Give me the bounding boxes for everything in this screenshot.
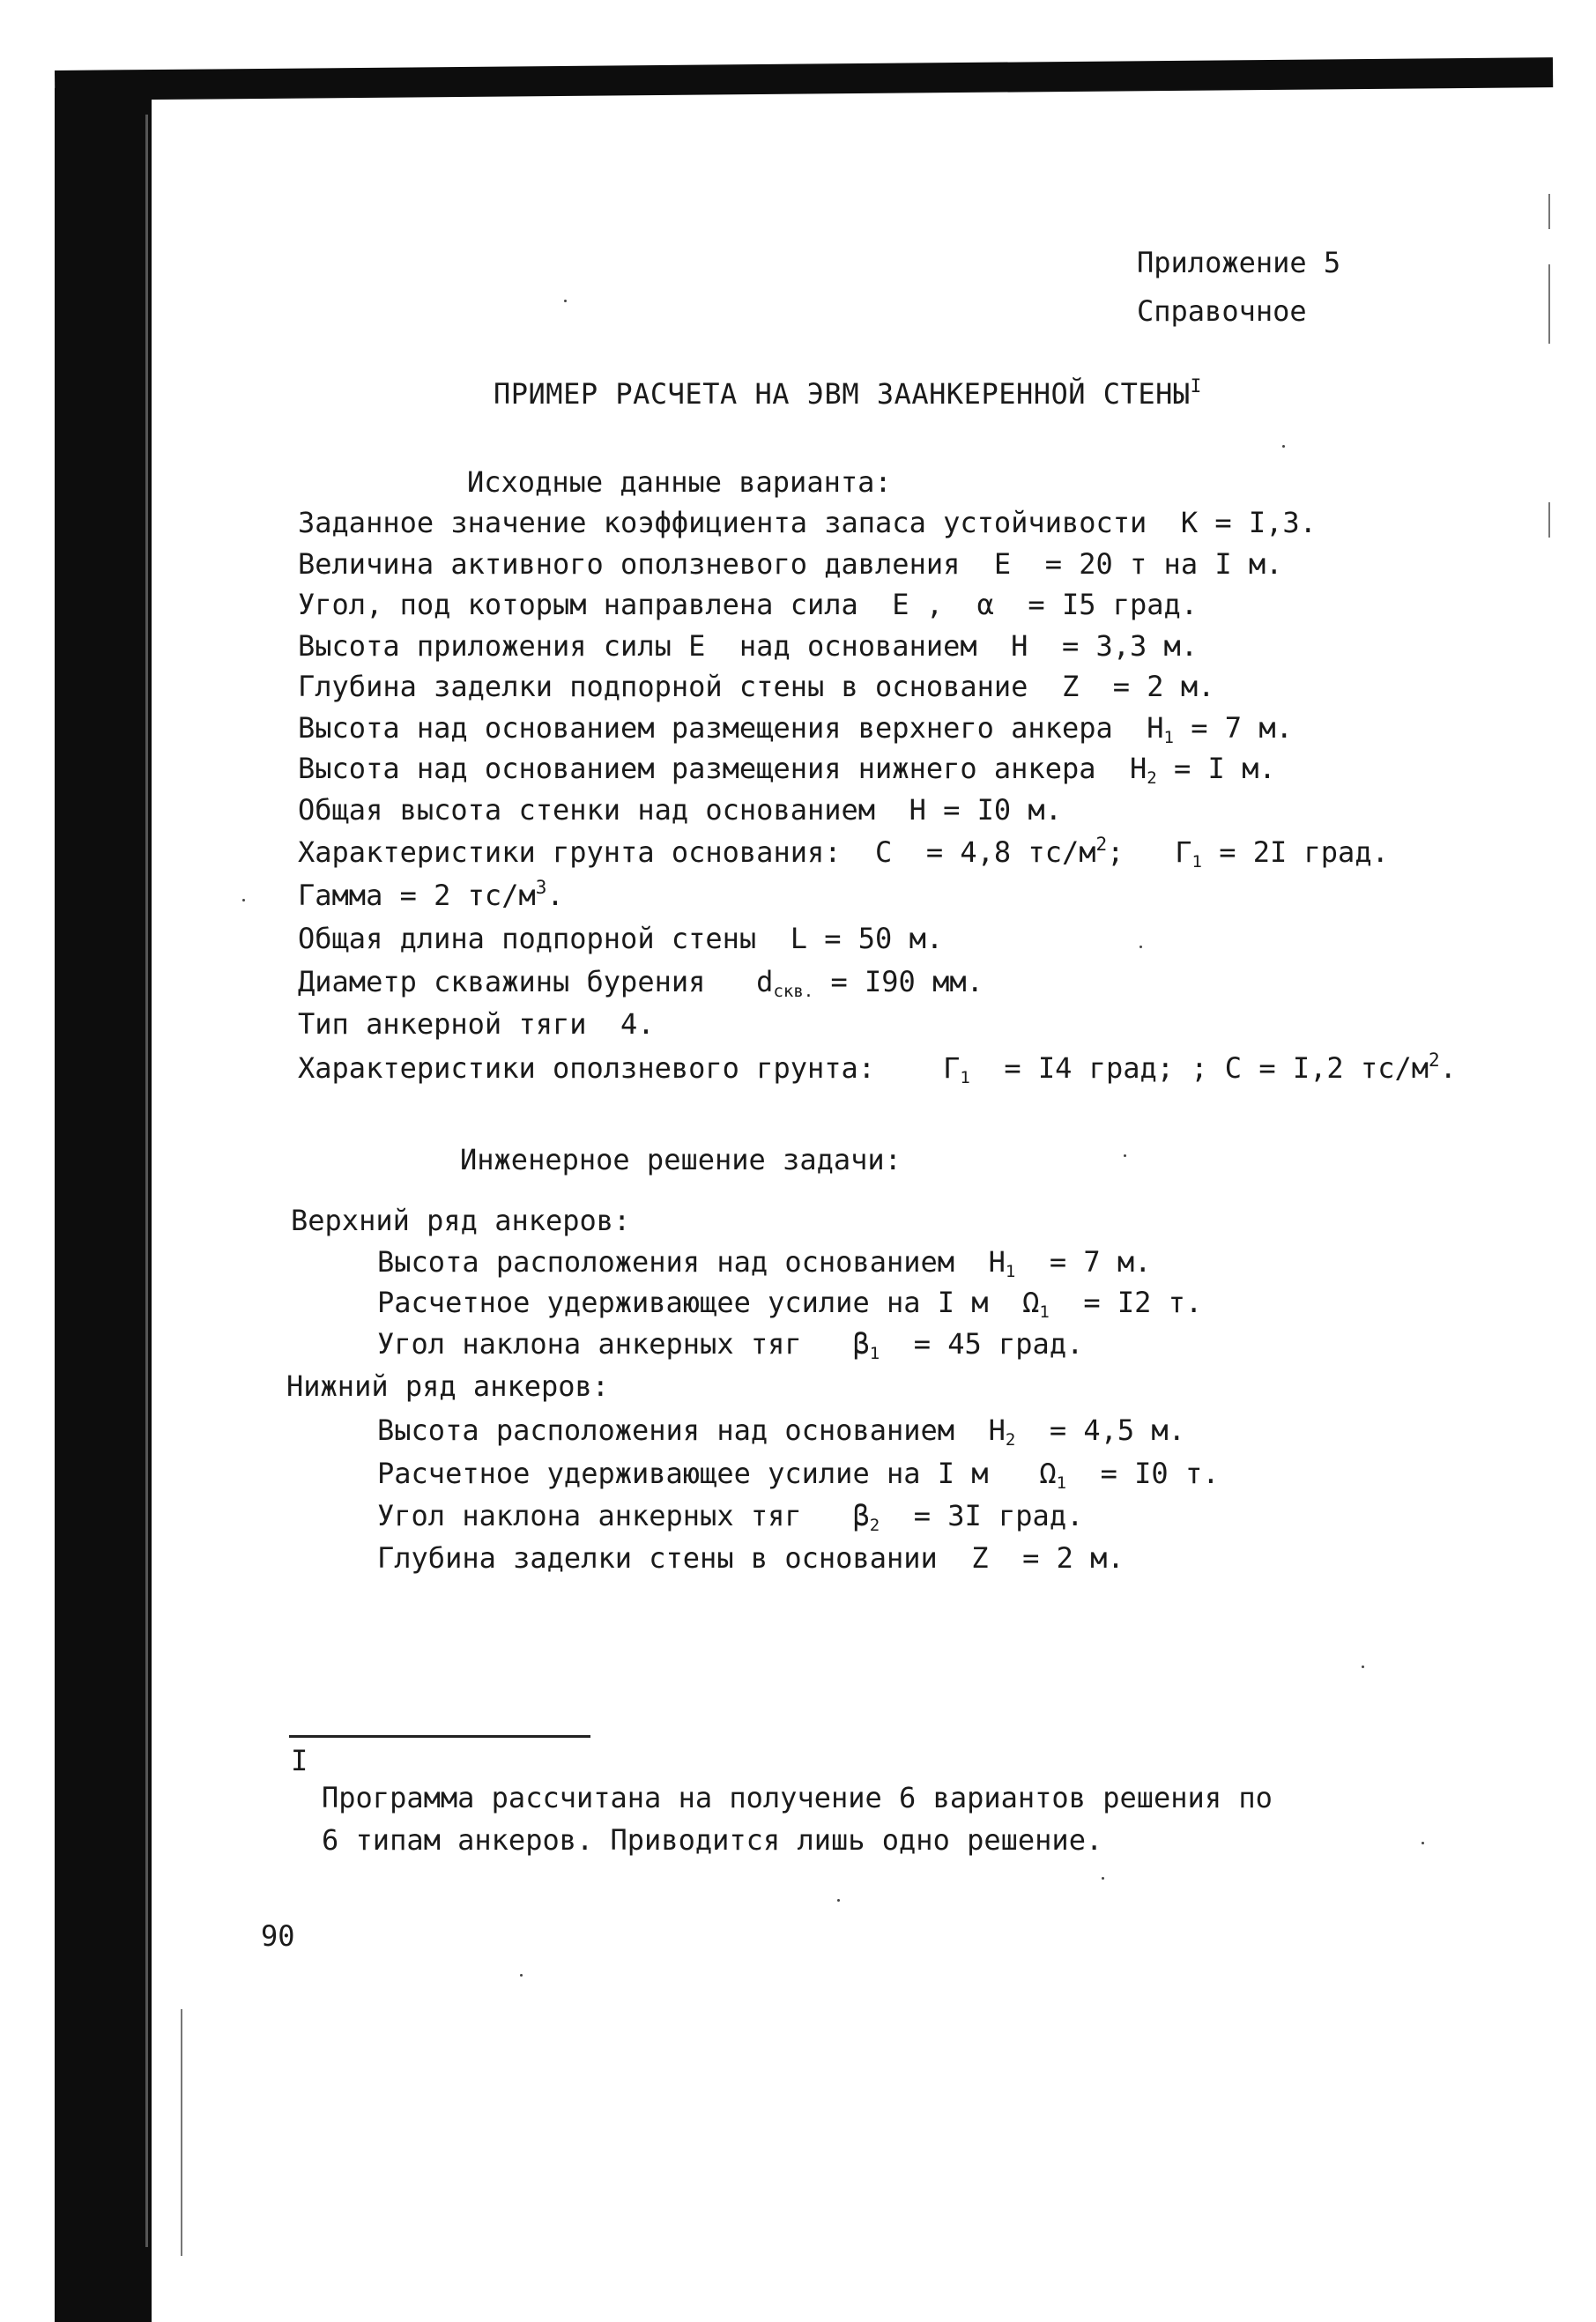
scan-speck (1102, 1877, 1104, 1880)
input-line-h1: Высота над основанием размещения верхнего анкера $H_1 = 7$ м. (298, 711, 1293, 747)
solution-heading: Инженерное решение задачи: (460, 1143, 902, 1176)
upper-row-line: Высота расположения над основанием $H_1 = 7$ м. (377, 1245, 1152, 1281)
appendix-type: Справочное (1137, 294, 1307, 328)
scan-speck (520, 1974, 523, 1977)
input-heading: Исходные данные варианта: (467, 465, 892, 499)
page-number: 90 (261, 1919, 295, 1953)
footnote-line: 6 типам анкеров. Приводится лишь одно решение. (322, 1823, 1103, 1857)
lower-row-heading: Нижний ряд анкеров: (286, 1369, 610, 1403)
input-line-gamma: Гамма = 2 $тс/м^3$. (298, 877, 564, 912)
scan-speck (1422, 1842, 1424, 1844)
title-footnote-mark: I (1190, 375, 1202, 397)
input-line: Глубина заделки подпорной стены в основание Z = 2 м. (298, 670, 1215, 703)
input-line: Общая высота стенки над основанием H = I0 м. (298, 793, 1062, 827)
upper-row-heading: Верхний ряд анкеров: (291, 1204, 631, 1237)
input-line: Общая длина подпорной стены L = 50 м. (298, 922, 944, 955)
input-line: Тип анкерной тяги 4. (298, 1007, 655, 1041)
lower-row-line: Угол наклона анкерных тяг $\beta_2 = 3I$ град. (377, 1499, 1084, 1535)
lower-row-line: Высота расположения над основанием $H_2 = 4,5$ м. (377, 1413, 1185, 1450)
scan-speck (564, 300, 567, 302)
scan-speck (242, 899, 245, 901)
input-line-diameter: Диаметр скважины бурения $d_{скв.} = I90$ мм. (298, 965, 984, 1001)
lower-row-line: Глубина заделки стены в основании Z = 2 м. (377, 1541, 1125, 1575)
upper-row-line: Угол наклона анкерных тяг $\beta_1 = 45$ град. (377, 1327, 1084, 1363)
input-line: Угол, под которым направлена сила E , α = I5 град. (298, 588, 1199, 621)
input-line-soil-base: Характеристики грунта основания: C = 4,8 $тс/м^2$; $\Gamma_1 = 2I$ град. (298, 834, 1389, 872)
scan-speck (1282, 445, 1285, 448)
footnote-rule (289, 1735, 590, 1738)
scan-speck (1124, 1154, 1126, 1157)
input-line-soil-slide: Характеристики оползневого грунта: $\Gamma_1 = I4$ град; ; C = I,2 $тс/м^2$. (298, 1050, 1457, 1087)
scan-speck (1362, 1665, 1364, 1668)
input-line: Величина активного оползневого давления E = 20 т на I м. (298, 547, 1283, 581)
footnote-line: Программа рассчитана на получение 6 вариантов решения по (322, 1781, 1273, 1814)
input-line: Заданное значение коэффициента запаса устойчивости K = I,3. (298, 506, 1317, 539)
footnote-mark: I (291, 1744, 308, 1777)
input-line-h2: Высота над основанием размещения нижнего анкера $H_2 = I$ м. (298, 752, 1276, 788)
upper-row-line: Расчетное удерживающее усилие на I м $\Omega_1 = I2$ т. (377, 1286, 1203, 1322)
appendix-label: Приложение 5 (1137, 246, 1341, 279)
lower-row-line: Расчетное удерживающее усилие на I м $\Omega_1 = I0$ т. (377, 1457, 1220, 1493)
scan-speck (837, 1899, 840, 1902)
input-line: Высота приложения силы E над основанием H = 3,3 м. (298, 629, 1199, 663)
page-title: ПРИМЕР РАСЧЕТА НА ЭВМ ЗААНКЕРЕННОЙ $СТЕНЫ^I$ (494, 375, 1202, 411)
scan-speck (1139, 946, 1142, 948)
